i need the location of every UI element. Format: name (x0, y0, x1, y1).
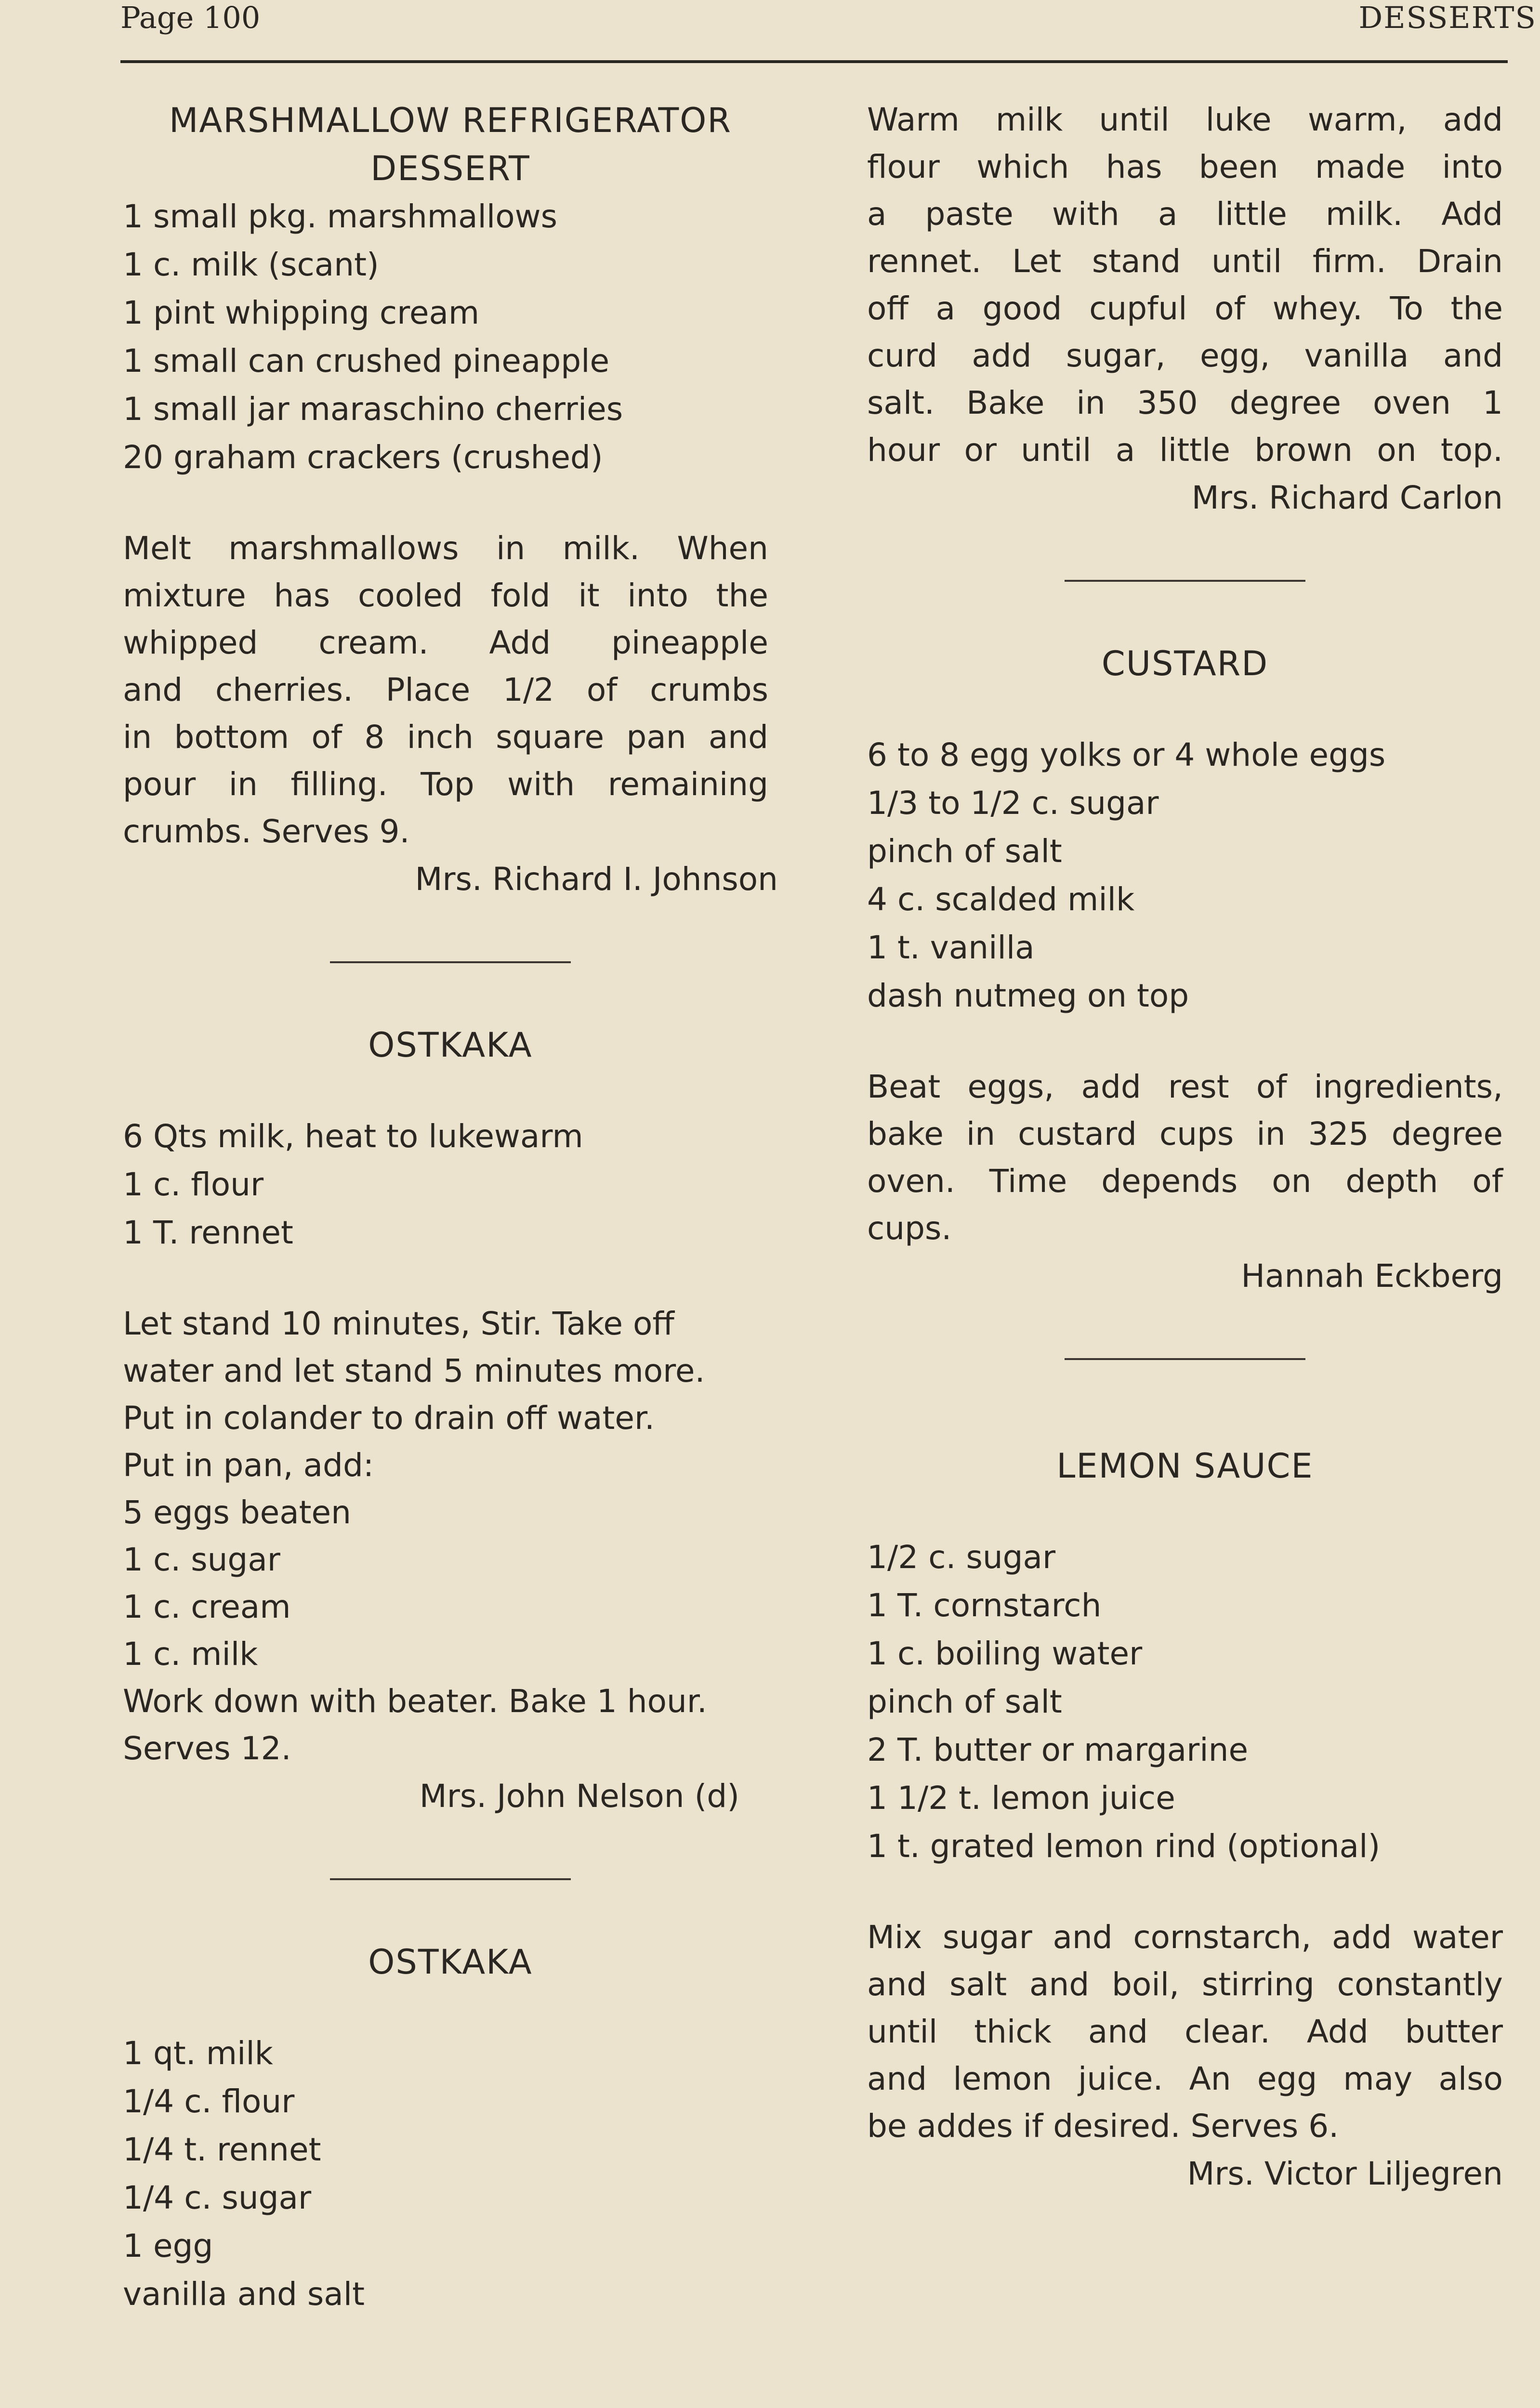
ingredient: 1 small jar maraschino cherries (123, 391, 623, 428)
ingredient-list (123, 2029, 778, 2318)
ingredient: 1 c. boiling water (867, 1635, 1143, 1672)
direction-line: 5 eggs beaten (123, 1494, 351, 1531)
ingredient: 1/4 c. flour (123, 2083, 295, 2120)
direction-line: mixture has cooled fold it into the (123, 577, 768, 614)
direction-line: 1 c. milk (123, 1636, 258, 1673)
directions (123, 1300, 778, 1772)
direction-line: and salt and boil, stirring constantly (867, 1966, 1503, 2003)
direction-line: Put in pan, add: (123, 1447, 374, 1484)
ingredient: 1 T. cornstarch (867, 1587, 1102, 1624)
directions (867, 1063, 1503, 1252)
recipe-title: CUSTARD (1101, 644, 1269, 683)
direction-line: bake in custard cups in 325 degree (867, 1115, 1503, 1152)
ingredient: 1/3 to 1/2 c. sugar (867, 785, 1159, 822)
direction-line: hour or until a little brown on top. (867, 432, 1503, 469)
direction-line: crumbs. Serves 9. (123, 813, 410, 850)
ingredient: 1 pint whipping cream (123, 294, 480, 331)
direction-line: flour which has been made into (867, 148, 1503, 185)
ingredient: pinch of salt (867, 833, 1062, 870)
recipe-author: Mrs. Richard I. Johnson (415, 861, 778, 898)
header-rule (120, 60, 1508, 63)
direction-line: off a good cupful of whey. To the (867, 290, 1503, 327)
ingredient: 1 small pkg. marshmallows (123, 198, 557, 235)
ingredient: 1/4 t. rennet (123, 2131, 321, 2168)
direction-line: and cherries. Place 1/2 of crumbs (123, 671, 768, 708)
recipe-ostkaka-1 (123, 1021, 778, 1820)
right-column (867, 96, 1503, 2198)
section-title: DESSERTS (1358, 0, 1537, 35)
recipe-ostkaka-2 (123, 1938, 778, 2318)
ingredient: dash nutmeg on top (867, 977, 1189, 1014)
direction-line: curd add sugar, egg, vanilla and (867, 337, 1503, 374)
recipe-author: Mrs. Richard Carlon (1191, 479, 1503, 516)
recipe-title: LEMON SAUCE (1056, 1446, 1314, 1486)
direction-line: Mix sugar and cornstarch, add water (867, 1919, 1503, 1956)
direction-line: pour in filling. Top with remaining (123, 766, 768, 803)
ingredient: 1 c. milk (scant) (123, 246, 379, 283)
direction-line: Warm milk until luke warm, add (867, 101, 1503, 138)
ingredient: 1 t. grated lemon rind (optional) (867, 1828, 1381, 1865)
recipe-custard (867, 640, 1503, 1300)
ingredient: 1 t. vanilla (867, 929, 1035, 966)
ingredient: 20 graham crackers (crushed) (123, 439, 603, 476)
recipe-author: Mrs. John Nelson (d) (419, 1778, 739, 1815)
direction-line: cups. (867, 1210, 952, 1247)
ingredient: 1 c. flour (123, 1166, 264, 1203)
directions (867, 1914, 1503, 2150)
direction-line: salt. Bake in 350 degree oven 1 (867, 384, 1503, 421)
ingredient: 4 c. scalded milk (867, 881, 1135, 918)
recipe-ostkaka-continued (867, 96, 1503, 522)
direction-line: until thick and clear. Add butter (867, 2013, 1503, 2050)
recipe-author: Mrs. Victor Liljegren (1187, 2155, 1503, 2192)
ingredient-list (867, 731, 1503, 1020)
ingredient: 1/4 c. sugar (123, 2179, 312, 2216)
ingredient: 1 small can crushed pineapple (123, 342, 610, 380)
direction-line: in bottom of 8 inch square pan and (123, 719, 768, 756)
direction-line: 1 c. cream (123, 1588, 291, 1625)
ingredient-list (123, 193, 778, 482)
ingredient: 6 Qts milk, heat to lukewarm (123, 1118, 583, 1155)
ingredient-list (867, 1533, 1503, 1871)
ingredient-list (123, 1112, 778, 1257)
recipe-title: OSTKAKA (368, 1942, 533, 1982)
page-header (120, 0, 1540, 60)
direction-line: oven. Time depends on depth of (867, 1163, 1503, 1200)
direction-line: Work down with beater. Bake 1 hour. (123, 1683, 707, 1720)
direction-line: be addes if desired. Serves 6. (867, 2107, 1339, 2145)
recipe-author: Hannah Eckberg (1241, 1257, 1503, 1295)
direction-line: 1 c. sugar (123, 1541, 280, 1578)
recipe-title-line2: DESSERT (370, 149, 530, 188)
page-number: Page 100 (120, 0, 261, 35)
ingredient: 1 T. rennet (123, 1214, 293, 1251)
ingredient: 1/2 c. sugar (867, 1539, 1056, 1576)
direction-line: Beat eggs, add rest of ingredients, (867, 1068, 1503, 1105)
recipe-title: MARSHMALLOW REFRIGERATOR (169, 101, 732, 140)
recipe-title: OSTKAKA (368, 1025, 533, 1065)
direction-line: Put in colander to drain off water. (123, 1400, 655, 1437)
direction-line: and lemon juice. An egg may also (867, 2060, 1503, 2097)
directions (123, 525, 768, 855)
ingredient: 2 T. butter or margarine (867, 1731, 1249, 1768)
ingredient: 6 to 8 egg yolks or 4 whole eggs (867, 736, 1386, 773)
direction-line: rennet. Let stand until firm. Drain (867, 243, 1503, 280)
direction-line: a paste with a little milk. Add (867, 196, 1503, 233)
ingredient: 1 qt. milk (123, 2035, 273, 2072)
ingredient: vanilla and salt (123, 2276, 365, 2313)
left-column (123, 96, 778, 2318)
direction-line: Let stand 10 minutes, Stir. Take off (123, 1305, 674, 1342)
recipe-lemon-sauce (867, 1442, 1503, 2198)
direction-line: whipped cream. Add pineapple (123, 624, 768, 661)
directions (867, 96, 1503, 474)
direction-line: Melt marshmallows in milk. When (123, 530, 768, 567)
direction-line: Serves 12. (123, 1730, 291, 1767)
ingredient: 1 1/2 t. lemon juice (867, 1780, 1175, 1817)
ingredient: 1 egg (123, 2227, 213, 2264)
ingredient: pinch of salt (867, 1683, 1062, 1720)
direction-line: water and let stand 5 minutes more. (123, 1352, 705, 1389)
recipe-marshmallow-dessert (123, 96, 778, 903)
